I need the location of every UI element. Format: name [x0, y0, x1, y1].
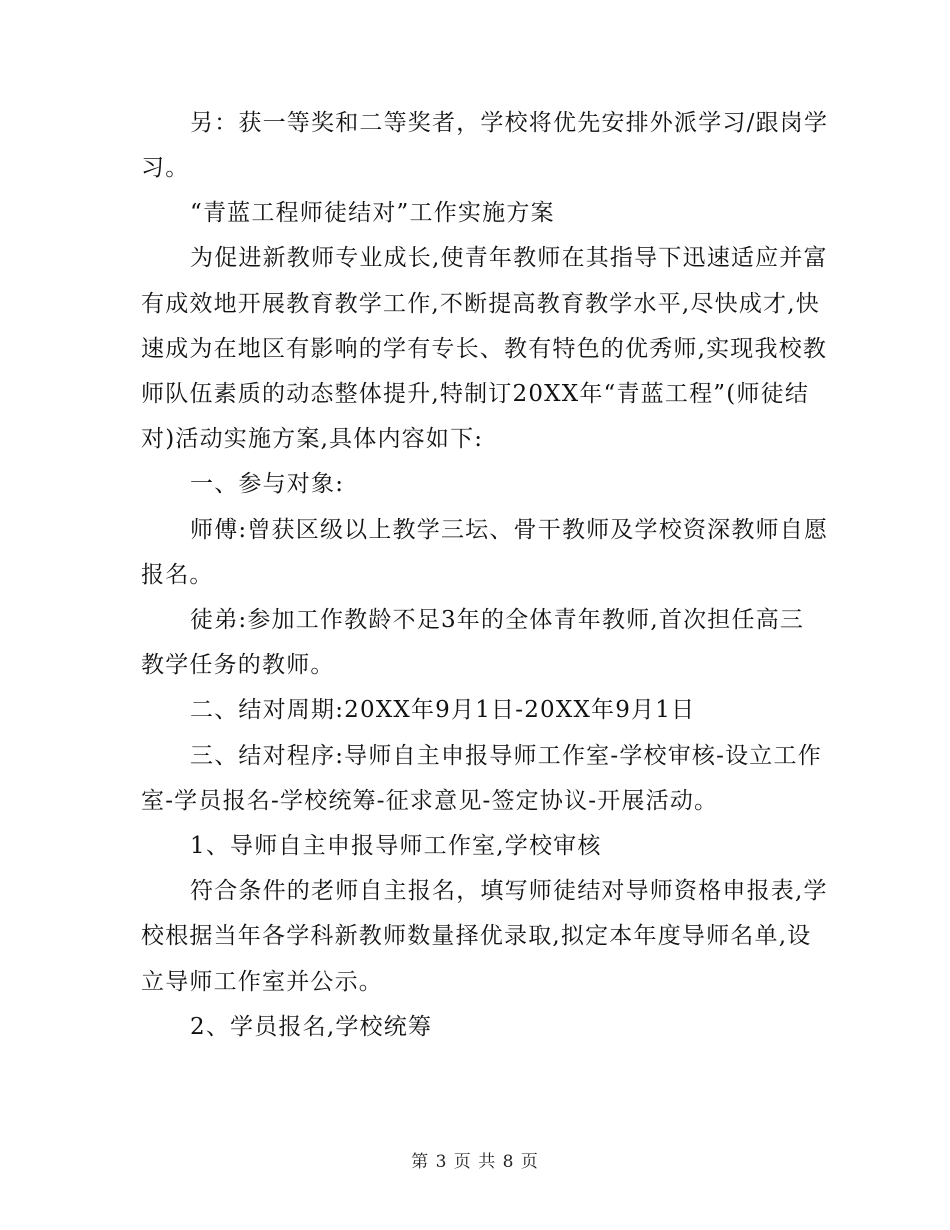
text-line-14: 二、结对周期:20XX年9月1日-20XX年9月1日: [190, 697, 696, 723]
text-line-20: 立导师工作室并公示。: [141, 969, 383, 995]
text-line-21: 2、学员报名,学校统筹: [190, 1014, 433, 1040]
text-line-13: 教学任务的教师。: [141, 652, 335, 678]
text-line-4: 为促进新教师专业成长,使青年教师在其指导下迅速适应并富: [190, 245, 828, 271]
text-line-7: 师队伍素质的动态整体提升,特制订20XX年“青蓝工程”(师徒结: [141, 381, 810, 407]
text-line-1: 另：获一等奖和二等奖者，学校将优先安排外派学习/跟岗学: [190, 110, 829, 136]
text-line-9: 一、参与对象:: [190, 471, 345, 497]
text-line-18: 符合条件的老师自主报名，填写师徒结对导师资格申报表,学: [190, 878, 828, 904]
text-line-6: 速成为在地区有影响的学有专长、教有特色的优秀师,实现我校教: [141, 336, 828, 362]
text-line-11: 报名。: [141, 562, 214, 588]
text-line-12: 徒弟:参加工作教龄不足3年的全体青年教师,首次担任高三: [190, 607, 805, 633]
text-line-16: 室-学员报名-学校统筹-征求意见-签定协议-开展活动。: [141, 788, 719, 814]
page-number-footer: 第 3 页 共 8 页: [411, 1152, 539, 1172]
text-line-2: 习。: [141, 155, 190, 181]
text-line-17: 1、导师自主申报导师工作室,学校审核: [190, 833, 602, 859]
text-line-19: 校根据当年各学科新教师数量择优录取,拟定本年度导师名单,设: [141, 923, 812, 949]
text-line-10: 师傅:曾获区级以上教学三坛、骨干教师及学校资深教师自愿: [190, 517, 829, 543]
text-line-8: 对)活动实施方案,具体内容如下:: [141, 426, 484, 452]
section-title: “青蓝工程师徒结对”工作实施方案: [190, 200, 555, 226]
text-line-15: 三、结对程序:导师自主申报导师工作室-学校审核-设立工作: [190, 743, 822, 769]
text-line-5: 有成效地开展教育教学工作,不断提高教育教学水平,尽快成才,快: [141, 291, 820, 317]
